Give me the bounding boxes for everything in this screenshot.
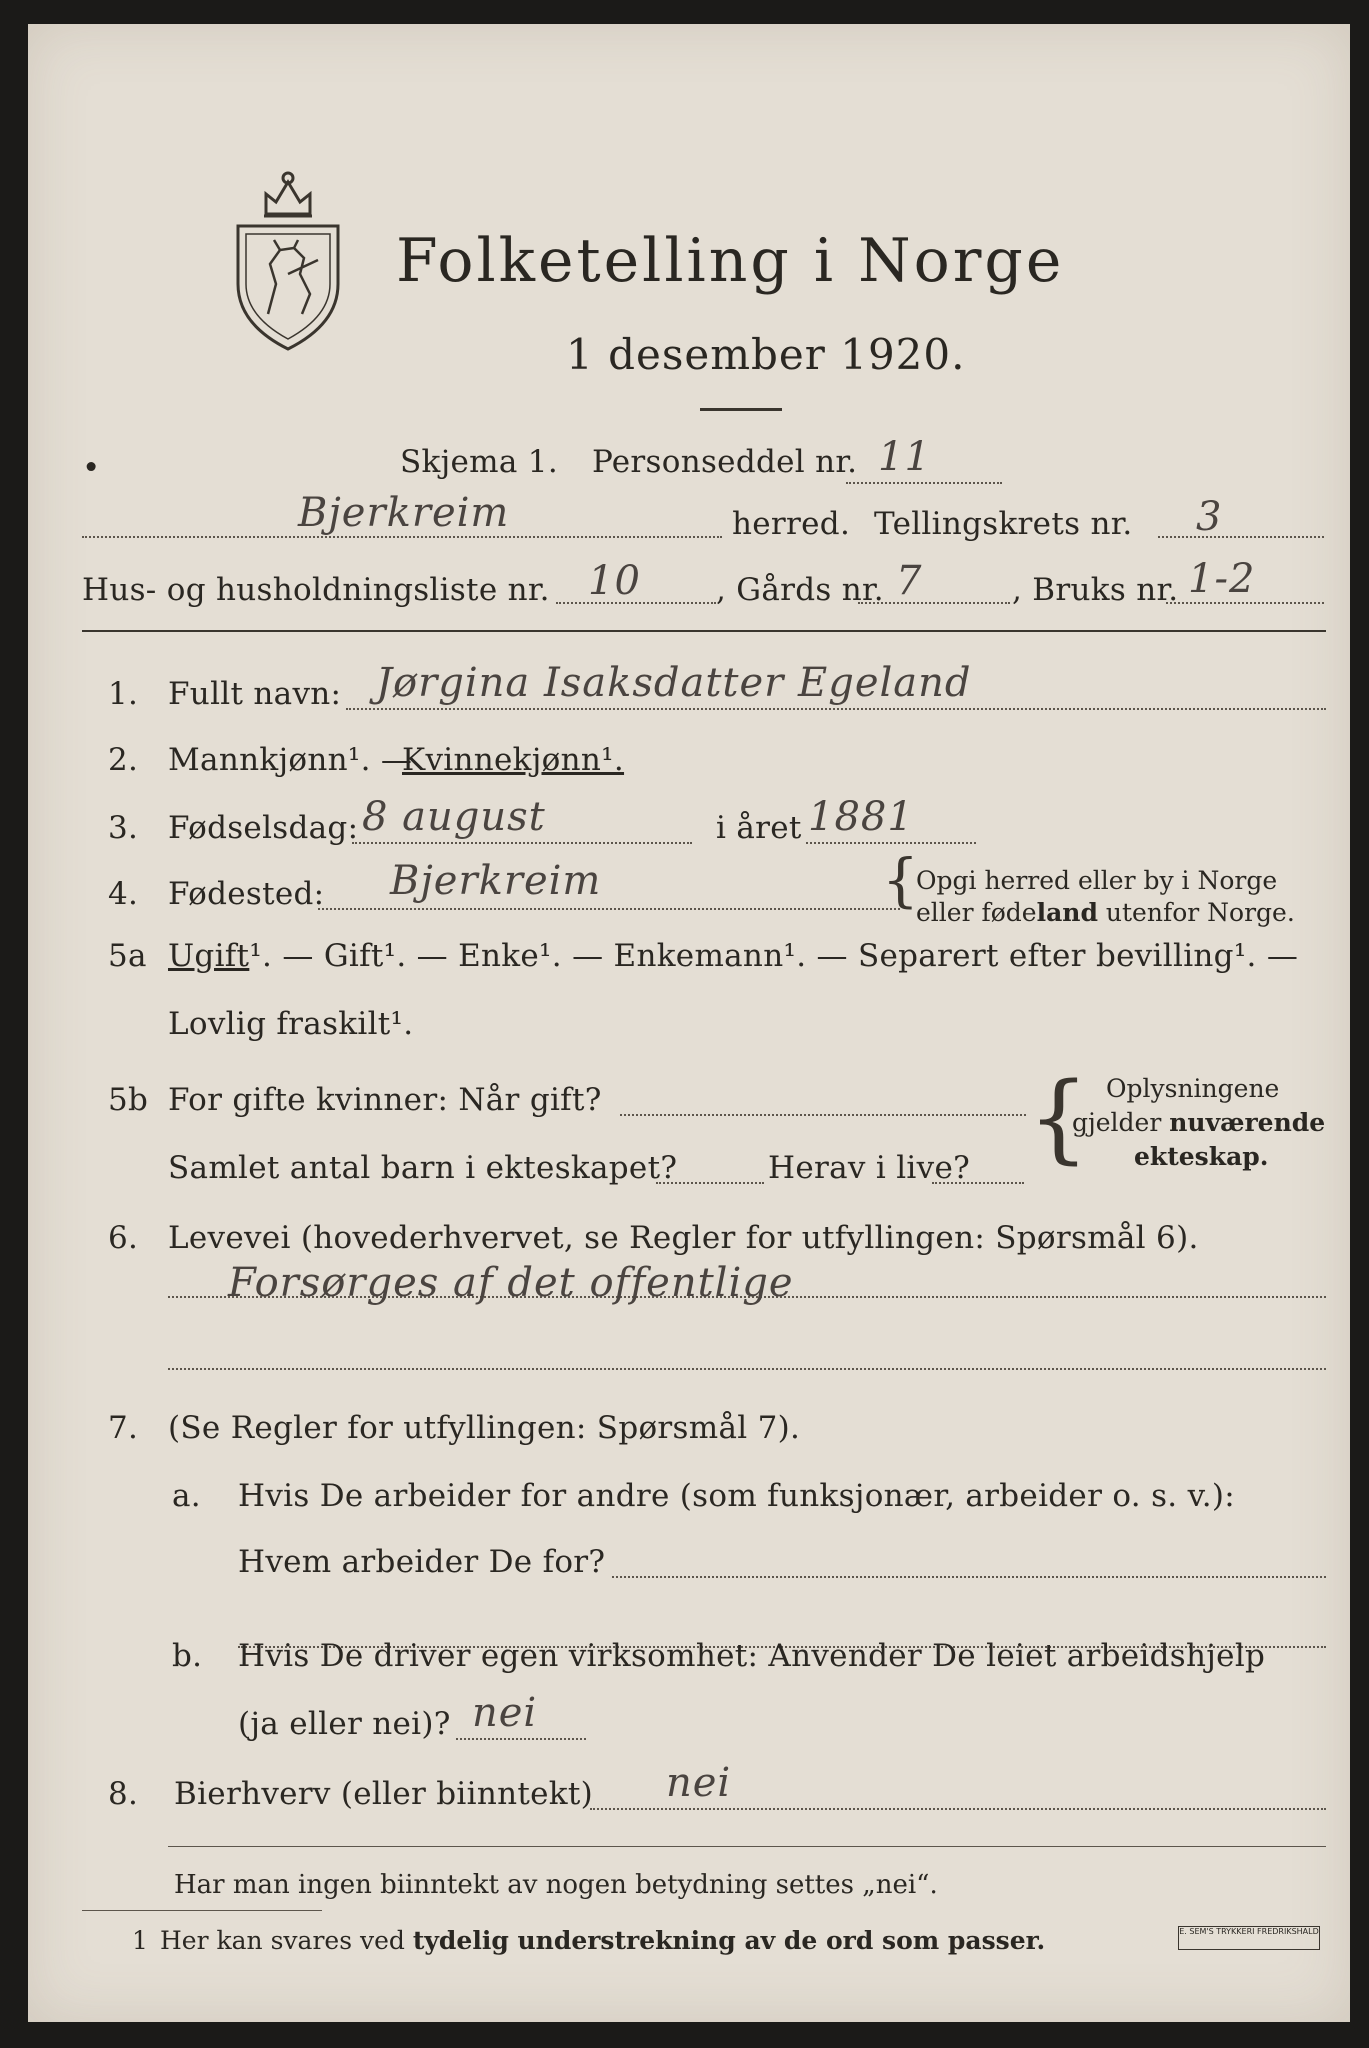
birth-year-value: 1881 — [808, 794, 914, 840]
husliste-label: Hus- og husholdningsliste nr. — [82, 572, 550, 608]
herred-value: Bjerkreim — [298, 490, 510, 536]
q7b-label: Hvis De driver egen virksomhet: Anvender De leiet arbeidshjelp — [238, 1638, 1266, 1674]
when-married-label: For gifte kvinner: Når gift? — [168, 1082, 602, 1118]
birthdate-value: 8 august — [362, 794, 546, 840]
birthplace-value: Bjerkreim — [390, 858, 602, 904]
gards-value: 7 — [896, 558, 923, 604]
hired-help-label: (ja eller nei)? — [238, 1706, 451, 1742]
marriage-note-3: ekteskap. — [1134, 1142, 1269, 1171]
birthplace-note-1: Opgi herred eller by i Norge — [916, 866, 1278, 895]
personseddel-value: 11 — [878, 434, 931, 480]
full-name-value: Jørgina Isaksdatter Egeland — [376, 660, 972, 706]
children-alive-label: Herav i live? — [768, 1150, 971, 1186]
herred-label: herred. — [732, 506, 851, 542]
husliste-value: 10 — [588, 558, 641, 604]
occupation-value: Forsørges af det offentlige — [228, 1260, 794, 1306]
form-title: Folketelling i Norge — [396, 226, 1065, 296]
marriage-note-2: gjelder nuværende — [1072, 1108, 1326, 1137]
side-income-note: Har man ingen biinntekt av nogen betydning settes „nei“. — [174, 1870, 938, 1900]
marital-status-options: Ugift¹. — Gift¹. — Enke¹. — Enkemann¹. — Separert efter bevilling¹. — — [168, 938, 1299, 974]
printer-stamp: E. SEM'S TRYKKERI FREDRIKSHALD — [1178, 1926, 1320, 1950]
side-income-label: Bierhverv (eller biinntekt) — [174, 1776, 594, 1812]
footnote-text: Her kan svares ved tydelig understrekning av de ord som passer. — [160, 1926, 1046, 1955]
header-rule — [82, 630, 1326, 632]
personseddel-label: Personseddel nr. — [592, 444, 858, 480]
q7a-label: Hvis De arbeider for andre (som funksjonær, arbeider o. s. v.): — [238, 1478, 1236, 1514]
employer-label: Hvem arbeider De for? — [238, 1544, 606, 1580]
birthplace-note-2: eller fødeland utenfor Norge. — [916, 898, 1295, 927]
tellingskrets-label: Tellingskrets nr. — [874, 506, 1133, 542]
skjema-label: Skjema 1. — [400, 444, 558, 480]
coat-of-arms-icon — [228, 164, 348, 354]
male-option: Mannkjønn¹. — — [168, 742, 413, 778]
census-form-sheet: Folketelling i Norge 1 desember 1920. • Skjema 1. Personseddel nr. 11 Bjerkreim herred. Tellingskrets nr. 3 Hus- og husholdningsliste nr. 10 , Gårds nr. 7 , Bruks nr. 1-2 1. Fullt navn: Jørgina Isaksdatter Egeland 2. Mannkjønn¹. — Kvinnekjønn¹. 3. Fødselsdag: 8 august i året 1881 4. Fødested: Bjerkreim { Opgi herred eller by i Norge eller fødeland utenfor Norge. 5a Ugift¹. — Gift¹. — Enke¹. — Enkemann¹. — Separert efter bevilling¹. — Lovlig fraskilt¹. 5b For gifte kvinner: Når gift? Samlet antal barn i ekteskapet? Herav i live? { Oplysningene gjelder nuværende ekteskap. 6. Levevei (hovederhvervet, se Regler for utfyllingen: Spørsmål 6). Forsørges af det offentlige 7. (Se Regler for utfyllingen: Spørsmål 7). a. Hvis De arbeider for andre (som funksjonær, arbeider o. s. v.): Hvem arbeider De for? b. Hvis De driver egen virksomhet: Anvender De leiet arbeidshjelp (ja eller nei)? nei 8. Bierhverv (eller biinntekt) nei Har man ingen biinntekt av nogen betydning settes „nei“. 1 Her kan svares ved tydelig understrekning av de ord som passer. E. SEM'S TRYKKERI FREDRIKSHALD — [28, 24, 1350, 2022]
gards-label: , Gårds nr. — [716, 572, 884, 608]
census-date: 1 desember 1920. — [566, 330, 966, 379]
female-option-underlined: Kvinnekjønn¹. — [402, 742, 625, 778]
marriage-note-1: Oplysningene — [1106, 1074, 1280, 1103]
children-count-label: Samlet antal barn i ekteskapet? — [168, 1150, 678, 1186]
bruks-value: 1-2 — [1188, 556, 1256, 602]
full-name-label: Fullt navn: — [168, 676, 342, 712]
tellingskrets-value: 3 — [1196, 494, 1223, 540]
birthdate-label: Fødselsdag: — [168, 810, 359, 846]
birth-year-label: i året — [716, 810, 802, 846]
title-divider — [700, 408, 782, 411]
side-income-value: nei — [666, 1760, 732, 1806]
divorced-option: Lovlig fraskilt¹. — [168, 1006, 414, 1042]
q7-label: (Se Regler for utfyllingen: Spørsmål 7). — [168, 1410, 801, 1446]
bruks-label: , Bruks nr. — [1012, 572, 1179, 608]
occupation-label: Levevei (hovederhvervet, se Regler for utfyllingen: Spørsmål 6). — [168, 1220, 1199, 1256]
unmarried-option-underlined: Ugift — [168, 938, 250, 974]
hired-help-value: nei — [472, 1690, 538, 1736]
birthplace-label: Fødested: — [168, 876, 325, 912]
footnote-number: 1 — [132, 1926, 148, 1955]
